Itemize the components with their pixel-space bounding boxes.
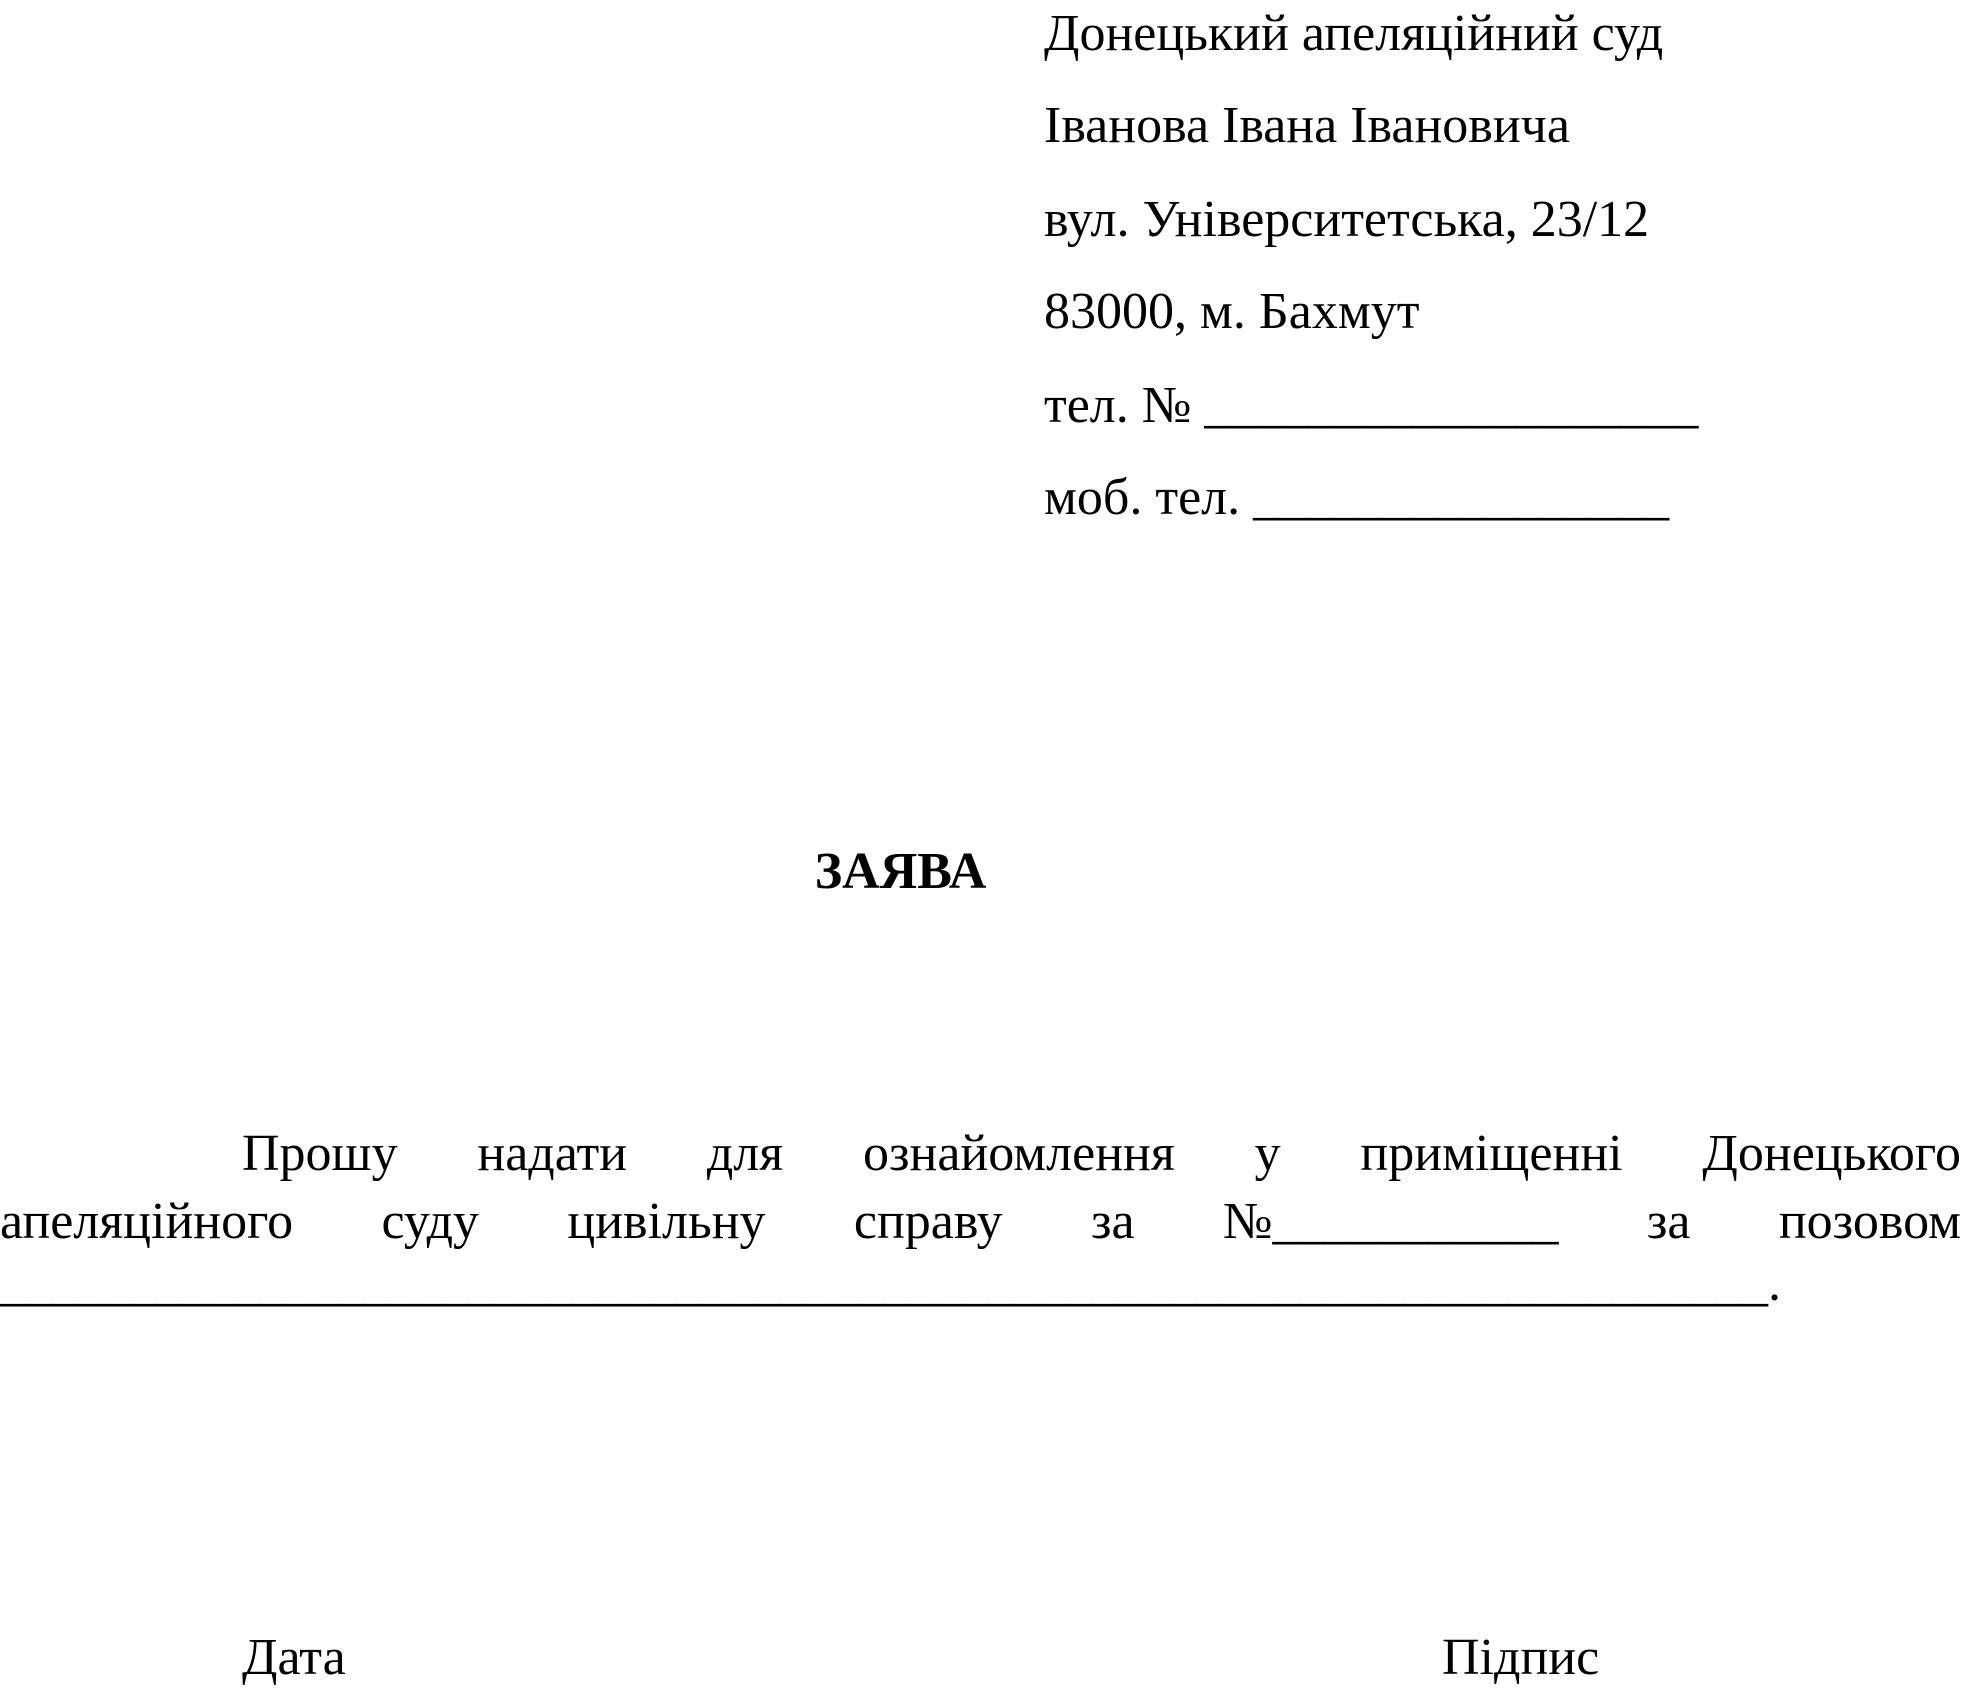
document-title: ЗАЯВА [814,843,987,900]
applicant-city: 83000, м. Бахмут [1044,283,1420,340]
claimant-blank-line: ____________________________________________________________________. [0,1255,1781,1312]
body-word: справу [853,1193,1003,1250]
case-number-blank: №___________ [1222,1193,1559,1250]
body-word: для [706,1125,784,1182]
body-word: надати [477,1125,628,1182]
body-word: суду [381,1193,480,1250]
body-word: цивільну [567,1193,766,1250]
body-word: за [1646,1193,1691,1250]
court-name: Донецький апеляційний суд [1044,5,1664,62]
applicant-street: вул. Університетська, 23/12 [1044,191,1650,248]
body-line-1 [0,1124,1961,1184]
body-word: приміщенні [1360,1125,1623,1182]
signature-label: Підпис [1442,1629,1600,1686]
phone-line: тел. № ___________________ [1044,377,1699,434]
body-word: Донецького [1702,1125,1961,1182]
body-word: ознайомлення [862,1125,1175,1182]
body-word: за [1090,1193,1135,1250]
body-word: апеляційного [0,1193,294,1250]
applicant-name: Іванова Івана Івановича [1044,97,1570,154]
body-word: у [1254,1125,1281,1182]
mobile-phone-line: моб. тел. ________________ [1044,469,1670,526]
body-word: позовом [1778,1193,1961,1250]
body-line-2 [0,1192,1961,1252]
body-word: Прошу [242,1125,398,1182]
date-label: Дата [242,1629,346,1686]
